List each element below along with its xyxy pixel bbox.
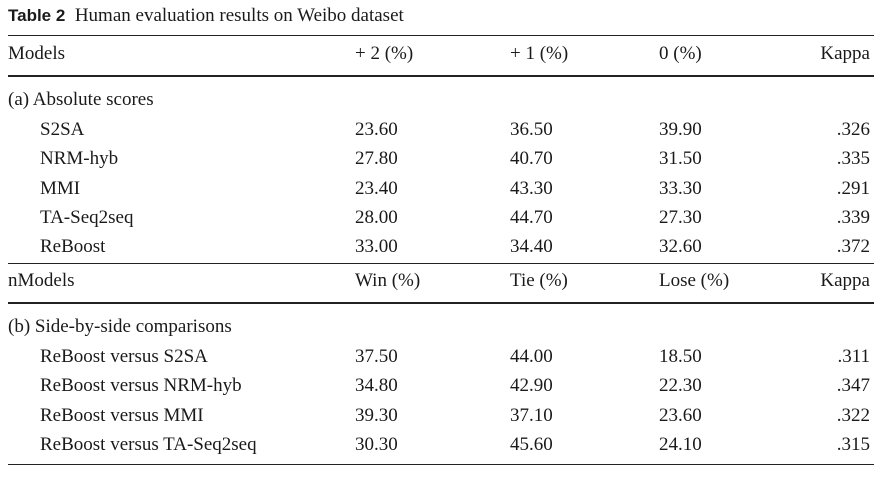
model-cell: TA-Seq2seq [40,207,134,228]
model-cell: MMI [40,178,81,199]
value-cell: 42.90 [510,375,553,396]
value-cell: 24.10 [659,434,702,455]
comparison-cell: ReBoost versus S2SA [40,346,208,367]
table-caption [8,4,404,28]
header-cell: nModels [8,270,75,291]
table-row [0,175,883,203]
comparison-cell: ReBoost versus NRM-hyb [40,375,242,396]
model-cell: S2SA [40,119,85,140]
table-row [0,343,883,371]
value-cell: 40.70 [510,148,553,169]
table-row [0,233,883,261]
kappa-cell: .291 [836,178,870,199]
header-rule-b [8,302,874,304]
kappa-cell: .311 [837,346,870,367]
value-cell: 43.30 [510,178,553,199]
value-cell: 18.50 [659,346,702,367]
section-title-a [0,86,883,114]
value-cell: 23.60 [355,119,398,140]
value-cell: 22.30 [659,375,702,396]
value-cell: 30.30 [355,434,398,455]
value-cell: 37.10 [510,405,553,426]
value-cell: 28.00 [355,207,398,228]
value-cell: 23.40 [355,178,398,199]
table-row [0,372,883,400]
value-cell: 39.30 [355,405,398,426]
value-cell: 33.30 [659,178,702,199]
kappa-cell: .339 [836,207,870,228]
value-cell: 39.90 [659,119,702,140]
table-row [0,204,883,232]
kappa-cell: .322 [836,405,870,426]
value-cell: 33.00 [355,236,398,257]
table-title: Human evaluation results on Weibo dataset [74,5,404,26]
comparison-cell: ReBoost versus TA-Seq2seq [40,434,257,455]
kappa-cell: .326 [836,119,870,140]
header-rule-a [8,75,874,77]
value-cell: 23.60 [659,405,702,426]
value-cell: 27.30 [659,207,702,228]
section-title-b [0,313,883,341]
header-cell: Models [8,43,65,64]
section-rule [8,263,874,264]
bottom-rule [8,464,874,465]
section-title: (b) Side-by-side comparisons [8,316,232,337]
header-cell: Lose (%) [659,270,730,291]
comparison-cell: ReBoost versus MMI [40,405,204,426]
header-cell: Kappa [820,270,870,291]
value-cell: 44.00 [510,346,553,367]
header-cell: Tie (%) [510,270,568,291]
header-row-a [0,40,883,68]
table-row [0,116,883,144]
header-cell: 0 (%) [659,43,702,64]
header-row-b [0,267,883,295]
top-rule [8,35,874,36]
kappa-cell: .347 [836,375,870,396]
header-cell: + 1 (%) [510,43,569,64]
value-cell: 36.50 [510,119,553,140]
value-cell: 34.40 [510,236,553,257]
section-title: (a) Absolute scores [8,89,154,110]
value-cell: 45.60 [510,434,553,455]
kappa-cell: .315 [836,434,870,455]
header-cell: + 2 (%) [355,43,414,64]
kappa-cell: .372 [836,236,870,257]
model-cell: ReBoost [40,236,106,257]
table-row [0,402,883,430]
header-cell: Win (%) [355,270,421,291]
kappa-cell: .335 [836,148,870,169]
value-cell: 37.50 [355,346,398,367]
table-row [0,145,883,173]
model-cell: NRM-hyb [40,148,119,169]
value-cell: 44.70 [510,207,553,228]
header-cell: Kappa [820,43,870,64]
value-cell: 27.80 [355,148,398,169]
table-label: Table 2 [8,6,66,25]
value-cell: 32.60 [659,236,702,257]
value-cell: 31.50 [659,148,702,169]
value-cell: 34.80 [355,375,398,396]
table-row [0,431,883,459]
